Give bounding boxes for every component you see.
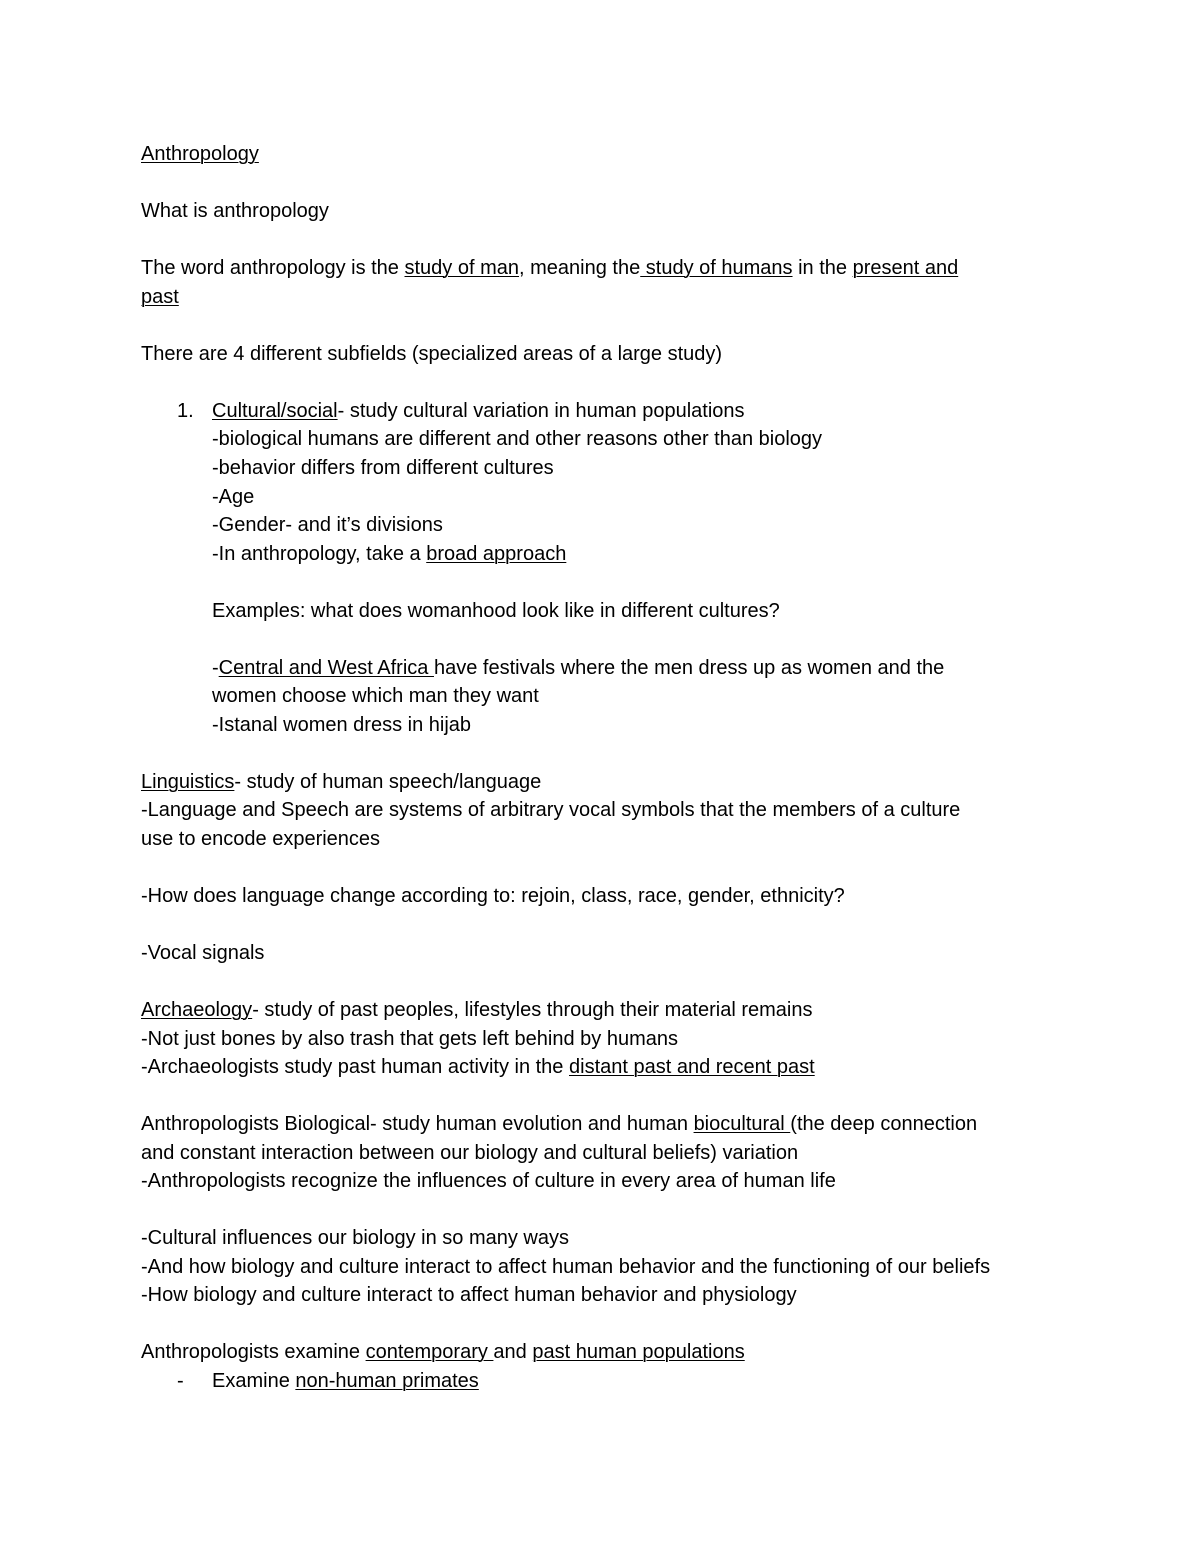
- example-item: -Central and West Africa have festivals where the men dress up as women and the: [212, 657, 945, 679]
- biological-line: -How biology and culture interact to affect human behavior and physiology: [141, 1284, 797, 1306]
- question-line: What is anthropology: [141, 200, 329, 222]
- cultural-bullet: -Gender- and it’s divisions: [212, 514, 443, 536]
- linguistics-line: -Language and Speech are systems of arbitrary vocal symbols that the members of a culture: [141, 799, 961, 821]
- biological-line: -Anthropologists recognize the influences of culture in every area of human life: [141, 1170, 836, 1192]
- cultural-bullet: -Age: [212, 486, 255, 508]
- example-item-cont: women choose which man they want: [212, 685, 539, 707]
- list-number: 1.: [177, 400, 194, 422]
- document-title: Anthropology: [141, 143, 259, 165]
- linguistics-line: -Vocal signals: [141, 942, 265, 964]
- cultural-bullet: -biological humans are different and other reasons other than biology: [212, 428, 823, 450]
- subfields-intro: There are 4 different subfields (specialized areas of a large study): [141, 343, 723, 365]
- cultural-bullet: -In anthropology, take a broad approach: [212, 543, 567, 565]
- archaeology-heading: Archaeology- study of past peoples, lifestyles through their material remains: [141, 999, 813, 1021]
- examine-line: Anthropologists examine contemporary and past human populations: [141, 1341, 745, 1363]
- linguistics-line: use to encode experiences: [141, 828, 381, 850]
- archaeology-line: -Archaeologists study past human activity in the distant past and recent past: [141, 1056, 815, 1078]
- cultural-bullet: -behavior differs from different cultures: [212, 457, 554, 479]
- archaeology-line: -Not just bones by also trash that gets left behind by humans: [141, 1028, 678, 1050]
- examples-line: Examples: what does womanhood look like in different cultures?: [212, 600, 780, 622]
- example-item: -Istanal women dress in hijab: [212, 714, 472, 736]
- examine-sub-line: Examine non-human primates: [212, 1370, 479, 1392]
- list-dash: -: [177, 1370, 184, 1392]
- biological-line: Anthropologists Biological- study human evolution and human biocultural (the deep connection: [141, 1113, 978, 1135]
- biological-line: and constant interaction between our biology and cultural beliefs) variation: [141, 1142, 799, 1164]
- definition-line-1: The word anthropology is the study of man, meaning the study of humans in the present and: [141, 257, 959, 279]
- linguistics-line: -How does language change according to: rejoin, class, race, gender, ethnicity?: [141, 885, 845, 907]
- biological-line: -Cultural influences our biology in so many ways: [141, 1227, 569, 1249]
- definition-line-2: past: [141, 286, 179, 308]
- biological-line: -And how biology and culture interact to affect human behavior and the functioning of our beliefs: [141, 1256, 991, 1278]
- cultural-heading: Cultural/social- study cultural variation in human populations: [212, 400, 745, 422]
- linguistics-heading: Linguistics- study of human speech/language: [141, 771, 542, 793]
